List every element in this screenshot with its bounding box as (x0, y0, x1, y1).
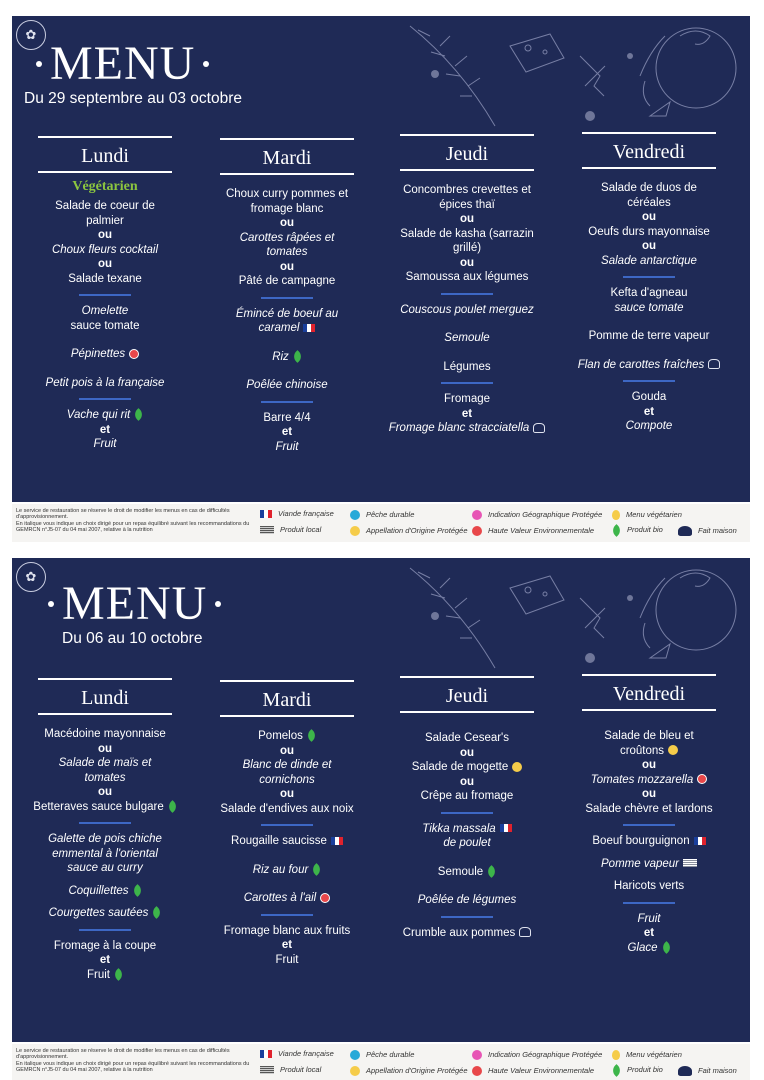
side-item: Pomme vapeur (601, 857, 697, 872)
dessert-item: Gouda (631, 391, 667, 403)
flag-france-icon (694, 837, 706, 845)
dessert-item: Crumble aux pommes (403, 926, 531, 941)
day-header: Mardi (220, 680, 354, 717)
starter-item: Choux curry pommes et fromage blanc (225, 188, 349, 215)
title-dot-icon (203, 61, 209, 67)
fish-sustainable-icon (350, 1050, 360, 1060)
and-label: et (461, 407, 473, 420)
aop-badge-icon (668, 745, 678, 755)
homemade-chef-icon (519, 927, 531, 937)
day-header: Mardi (220, 138, 354, 175)
flag-france-icon (260, 1050, 272, 1058)
dessert-item: Vache qui rit (67, 408, 144, 423)
day-column-vendredi (582, 674, 716, 955)
starter-item: Betteraves sauce bulgare (33, 800, 176, 815)
starter-item: Pâté de campagne (238, 275, 336, 287)
vegetarian-menu-icon (612, 510, 620, 520)
flag-france-icon (260, 510, 272, 518)
legend-item: Menu végétarien (612, 510, 682, 520)
or-label: ou (97, 786, 113, 798)
course-separator (441, 293, 493, 295)
side-item: Poêlée chinoise (246, 379, 328, 391)
starter-item: Salade de bleu et croûtons (604, 730, 694, 757)
course-separator (261, 824, 313, 826)
main-item: Émincé de boeuf au caramel (235, 307, 339, 334)
starter-item: Samoussa aux légumes (405, 271, 529, 283)
organic-leaf-icon (112, 968, 125, 981)
legend-item: Produit bio (612, 526, 663, 535)
side-item: Petit pois à la française (45, 376, 165, 389)
or-label: ou (97, 742, 113, 755)
legend-item: Menu végétarien (612, 1050, 682, 1060)
igp-badge-icon (472, 1050, 482, 1060)
day-header: Lundi (38, 678, 172, 715)
dessert-item: Glace (627, 941, 670, 956)
vegetarian-label: Végétarien (72, 179, 138, 194)
school-logo-icon: ✿ (16, 562, 46, 592)
or-label: ou (279, 260, 295, 273)
dessert-item: Fruit (275, 440, 299, 453)
main-item: Kefta d'agneau (610, 287, 688, 299)
day-column-lundi (38, 136, 172, 452)
starter-item: Crêpe au fromage (420, 790, 514, 802)
day-header: Vendredi (582, 132, 716, 169)
organic-leaf-icon (150, 907, 163, 920)
side-item: Pépinettes (71, 347, 139, 362)
legend-item: Fait maison (678, 1066, 737, 1076)
course-separator (623, 824, 675, 826)
title-dot-icon (215, 601, 221, 607)
starter-item: Oeufs durs mayonnaise (588, 225, 710, 238)
and-label: et (99, 954, 111, 966)
main-item-sauce: sauce tomate (614, 301, 684, 314)
side-item: Poêlée de légumes (417, 894, 517, 906)
dessert-item: Barre 4/4 (263, 411, 311, 424)
or-label: ou (279, 744, 295, 757)
vegetarian-menu-icon (612, 1050, 620, 1060)
starter-item: Carottes râpées et tomates (239, 231, 335, 258)
local-product-icon (683, 859, 697, 867)
hve-badge-icon (472, 1066, 482, 1076)
course-separator (261, 297, 313, 299)
igp-badge-icon (472, 510, 482, 520)
legend-item: Produit local (260, 1066, 321, 1074)
starter-item: Blanc de dinde et cornichons (242, 759, 332, 786)
dessert-item: Fromage (443, 393, 491, 405)
homemade-chef-icon (708, 359, 720, 369)
legend-item: Fait maison (678, 526, 737, 536)
hve-badge-icon (697, 774, 707, 784)
legend-item: Viande française (260, 510, 334, 518)
dessert-item: Fruit (275, 953, 299, 966)
title-dot-icon (36, 61, 42, 67)
or-label: ou (279, 217, 295, 229)
dessert-item: Fromage blanc aux fruits (223, 924, 351, 937)
or-label: ou (279, 788, 295, 800)
course-separator (441, 382, 493, 384)
side-item: Légumes (443, 360, 491, 373)
flag-france-icon (331, 837, 343, 845)
dessert-item: Fruit (93, 438, 117, 450)
legend-item: Appellation d'Origine Protégée (350, 1066, 468, 1076)
or-label: ou (459, 213, 475, 225)
side-item: Coquillettes (68, 884, 141, 899)
aop-badge-icon (512, 762, 522, 772)
course-separator (441, 916, 493, 918)
main-item: Rougaille saucisse (231, 834, 343, 849)
main-item: Couscous poulet merguez (400, 303, 534, 316)
course-separator (79, 929, 131, 931)
organic-leaf-icon (660, 941, 673, 954)
day-column-jeudi (388, 134, 534, 436)
course-separator (79, 294, 131, 296)
legend-item: Pêche durable (350, 510, 414, 520)
legend-item: Appellation d'Origine Protégée (350, 526, 468, 536)
or-label: ou (97, 229, 113, 241)
menu-card-week-2 (12, 558, 750, 1042)
starter-item: Salade d'endives aux noix (220, 802, 354, 815)
side-item: Courgettes sautées (49, 906, 162, 921)
starter-item: Salade de duos de céréales (601, 182, 697, 209)
side-item: Semoule (438, 865, 496, 880)
dessert-item: Fruit (87, 968, 123, 983)
or-label: ou (641, 240, 657, 252)
main-item: Galette de pois chiche emmental à l'oriental sauce au curry (48, 833, 162, 874)
menu-title: MENU (36, 40, 242, 88)
menu-card-week-1 (12, 16, 750, 502)
starter-item: Tomates mozzarella (591, 773, 707, 788)
organic-leaf-icon (291, 350, 304, 363)
homemade-chef-icon (678, 1066, 692, 1076)
main-item: Omelette (81, 305, 129, 317)
menu-title-block (48, 577, 221, 648)
course-separator (261, 401, 313, 403)
footer-note: Le service de restauration se réserve le droit de modifier les menus en cas de difficultés d'approvisionnement. En italique vous indique un choix dirigé pour un repas équilibré suivant les recommandations du GEMRCN n°J5-07 du 04 mai 2007, relative à la nutrition (16, 508, 250, 533)
starter-item: Salade chèvre et lardons (585, 802, 713, 815)
starter-item: Choux fleurs cocktail (51, 243, 159, 256)
organic-leaf-icon (485, 865, 498, 878)
legend-item: Produit bio (612, 1066, 663, 1075)
organic-leaf-icon (610, 1064, 623, 1077)
side-item: Flan de carottes fraîches (578, 358, 721, 373)
hve-badge-icon (472, 526, 482, 536)
side-item: Pomme de terre vapeur (588, 330, 710, 342)
homemade-chef-icon (678, 526, 692, 536)
footer-note: Le service de restauration se réserve le droit de modifier les menus en cas de difficultés d'approvisionnement. En italique vous indique un choix dirigé pour un repas équilibré suivant les recommandations du GEMRCN n°J5-07 du 04 mai 2007, relative à la nutrition (16, 1048, 250, 1073)
or-label: ou (641, 788, 657, 800)
starter-item: Salade de maïs et tomates (58, 757, 152, 784)
or-label: ou (641, 211, 657, 223)
aop-badge-icon (350, 1066, 360, 1076)
or-label: ou (459, 775, 475, 788)
course-separator (79, 398, 131, 400)
organic-leaf-icon (166, 800, 179, 813)
starter-item: Concombres crevettes et épices thaï (403, 184, 531, 211)
day-column-jeudi (400, 676, 534, 940)
day-column-lundi (33, 678, 172, 982)
side-item: Haricots verts (613, 880, 685, 892)
course-separator (261, 914, 313, 916)
side-item: Carottes à l'ail (244, 891, 331, 906)
day-header: Jeudi (400, 134, 534, 171)
starter-item: Salade de kasha (sarrazin grillé) (400, 227, 534, 254)
homemade-chef-icon (533, 423, 545, 433)
legend-footer (12, 1044, 750, 1080)
side-item: Riz au four (253, 863, 322, 878)
legend-item: Haute Valeur Environnementale (472, 1066, 594, 1076)
side-item: Riz (272, 350, 302, 365)
or-label: ou (641, 759, 657, 771)
menu-dates: Du 29 septembre au 03 octobre (24, 90, 242, 107)
starter-item: Salade de coeur de palmier (55, 200, 155, 227)
dessert-item: Fromage blanc stracciatella (389, 421, 546, 436)
day-column-mardi (220, 138, 354, 454)
legend-item: Pêche durable (350, 1050, 414, 1060)
hve-badge-icon (129, 349, 139, 359)
local-product-icon (260, 1066, 274, 1074)
course-separator (623, 276, 675, 278)
local-product-icon (260, 526, 274, 534)
food-illustration-icon (400, 16, 750, 136)
or-label: ou (459, 256, 475, 269)
and-label: et (281, 426, 293, 438)
legend-item: Indication Géographique Protégée (472, 510, 602, 520)
day-header: Jeudi (400, 676, 534, 713)
legend-item: Haute Valeur Environnementale (472, 526, 594, 536)
side-item: Semoule (444, 332, 490, 344)
or-label: ou (97, 258, 113, 270)
and-label: et (643, 927, 655, 939)
organic-leaf-icon (132, 409, 145, 422)
starter-item: Salade de mogette (412, 760, 523, 775)
course-separator (623, 380, 675, 382)
organic-leaf-icon (305, 730, 318, 743)
menu-title-block (24, 37, 242, 108)
starter-item: Macédoine mayonnaise (44, 728, 166, 740)
flag-france-icon (500, 824, 512, 832)
school-logo-icon: ✿ (16, 20, 46, 50)
and-label: et (643, 405, 655, 418)
title-dot-icon (48, 601, 54, 607)
or-label: ou (459, 746, 475, 759)
dessert-item: Fromage à la coupe (53, 939, 157, 952)
starter-item: Salade antarctique (601, 254, 697, 267)
main-item: Boeuf bourguignon (592, 834, 705, 849)
organic-leaf-icon (310, 863, 323, 876)
dessert-item: Compote (625, 420, 673, 432)
main-item: de poulet (443, 837, 491, 849)
fish-sustainable-icon (350, 510, 360, 520)
course-separator (79, 822, 131, 824)
main-item-sauce: sauce tomate (70, 319, 140, 332)
starter-item: Pomelos (258, 729, 316, 744)
dessert-item: Fruit (637, 912, 661, 925)
and-label: et (281, 939, 293, 951)
main-item: Tikka massala (422, 822, 511, 837)
course-separator (623, 902, 675, 904)
organic-leaf-icon (131, 884, 144, 897)
day-column-mardi (220, 680, 354, 967)
aop-badge-icon (350, 526, 360, 536)
day-column-vendredi (577, 132, 716, 434)
legend-item: Produit local (260, 526, 321, 534)
starter-item: Salade Cesear's (424, 732, 510, 744)
and-label: et (99, 423, 111, 436)
menu-dates: Du 06 au 10 octobre (62, 630, 203, 647)
course-separator (441, 812, 493, 814)
food-illustration-icon (400, 558, 750, 678)
flag-france-icon (303, 324, 315, 332)
menu-title: MENU (48, 580, 221, 628)
day-header: Vendredi (582, 674, 716, 711)
legend-item: Indication Géographique Protégée (472, 1050, 602, 1060)
hve-badge-icon (320, 893, 330, 903)
starter-item: Salade texane (68, 272, 142, 285)
organic-leaf-icon (610, 524, 623, 537)
legend-item: Viande française (260, 1050, 334, 1058)
legend-footer (12, 504, 750, 542)
day-header: Lundi (38, 136, 172, 173)
